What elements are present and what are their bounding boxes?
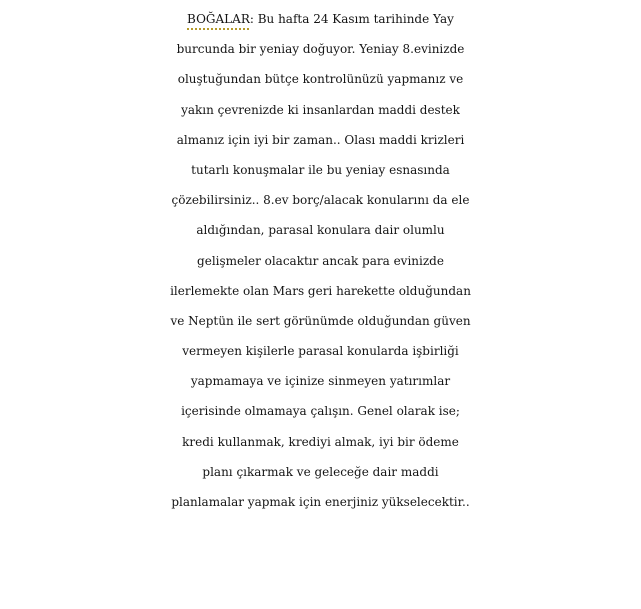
paragraph-line-5: almanız için iyi bir zaman.. Olası maddi krizleri [176,132,465,147]
paragraph-line-1 [0,4,641,34]
paragraph-line-9: gelişmeler olacaktır ancak para evinizde [197,253,444,268]
line-text: : Bu hafta 24 Kasım tarihinde Yay [249,12,454,26]
paragraph-line-7: çözebilirsiniz.. 8.ev borç/alacak konularını da ele [171,193,470,208]
paragraph-line-3: oluştuğundan bütçe kontrolünüzü yapmanız ve [177,72,464,87]
paragraph-line-10: ilerlemekte olan Mars geri harekette olduğundan [170,283,471,298]
paragraph-line-2: burcunda bir yeniay doğuyor. Yeniay 8.evinizde [176,42,465,57]
paragraph-line-14: içerisinde olmamaya çalışın. Genel olarak ise; [181,404,460,419]
paragraph-line-16: planı çıkarmak ve geleceğe dair maddi [202,464,439,479]
paragraph-line-17: planlamalar yapmak için enerjiniz yükselecektir.. [171,495,470,509]
paragraph-line-13: yapmamaya ve içinize sinmeyen yatırımlar [190,374,451,389]
sign-heading-link[interactable]: BOĞALAR [187,12,250,26]
paragraph-line-6: tutarlı konuşmalar ile bu yeniay esnasında [191,162,450,177]
paragraph-line-12: vermeyen kişilerle parasal konularda işbirliği [182,344,459,359]
paragraph-line-8: aldığından, parasal konulara dair olumlu [196,223,445,238]
paragraph-line-4: yakın çevrenizde ki insanlardan maddi destek [181,102,460,117]
paragraph-line-11: ve Neptün ile sert görünümde olduğundan güven [170,313,471,328]
paragraph-line-15: kredi kullanmak, krediyi almak, iyi bir ödeme [182,434,459,449]
